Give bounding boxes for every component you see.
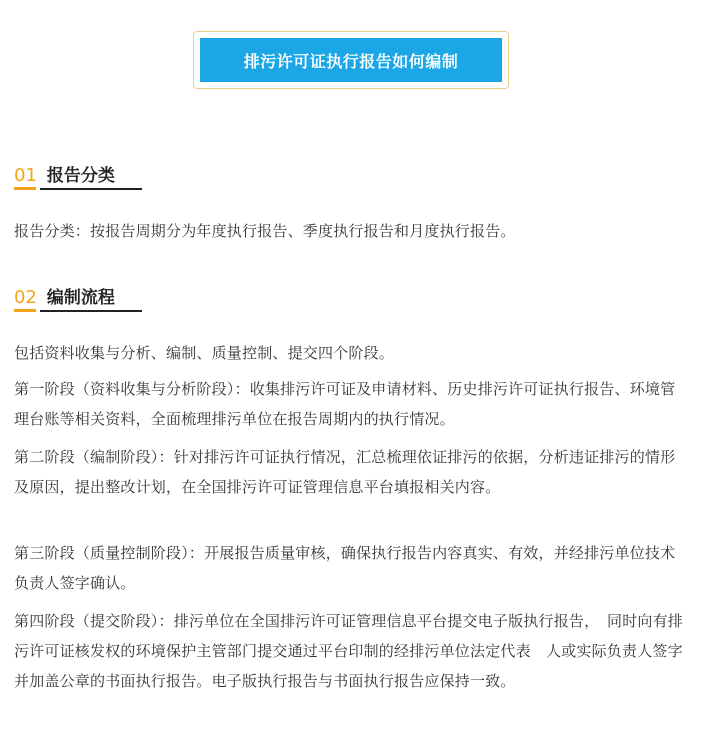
paragraph-stage-two: 第二阶段（编制阶段）：针对排污许可证执行情况，汇总梳理依证排污的依据，分析违证排污的情形及原因，提出整改计划，在全国排污许可证管理信息平台填报相关内容。 [14, 448, 676, 496]
paragraph-stage-four: 第四阶段（提交阶段）：排污单位在全国排污许可证管理信息平台提交电子版执行报告， 同时向有排污许可证核发权的环境保护主管部门提交通过平台印制的经排污单位法定代表 人或实际负责人签字并加盖公章的书面执行报告。电子版执行报告与书面执行报告应保持一致。 [14, 612, 684, 690]
section-heading-underline [40, 310, 142, 312]
section-number-underline [14, 309, 36, 312]
page-title: 排污许可证执行报告如何编制 [200, 38, 502, 82]
title-banner [193, 31, 509, 89]
paragraph-stage-one: 第一阶段（资料收集与分析阶段）：收集排污许可证及申请材料、历史排污许可证执行报告、环境管理台账等相关资料，全面梳理排污单位在报告周期内的执行情况。 [14, 380, 676, 428]
section-heading: 报告分类 [46, 166, 115, 186]
section-header-compilation-process [14, 282, 131, 312]
section-heading: 编制流程 [46, 288, 115, 308]
section-number: 01 [14, 165, 37, 186]
paragraph-process-overview: 包括资料收集与分析、编制、质量控制、提交四个阶段。 [14, 344, 395, 362]
paragraph-stage-three: 第三阶段（质量控制阶段）：开展报告质量审核，确保执行报告内容真实、有效，并经排污单位技术负责人签字确认。 [14, 544, 676, 592]
section-heading-underline [40, 188, 142, 190]
section-number: 02 [14, 287, 37, 308]
section-number-underline [14, 187, 36, 190]
section-header-report-category [14, 160, 131, 190]
paragraph-report-category: 报告分类：按报告周期分为年度执行报告、季度执行报告和月度执行报告。 [14, 222, 516, 240]
